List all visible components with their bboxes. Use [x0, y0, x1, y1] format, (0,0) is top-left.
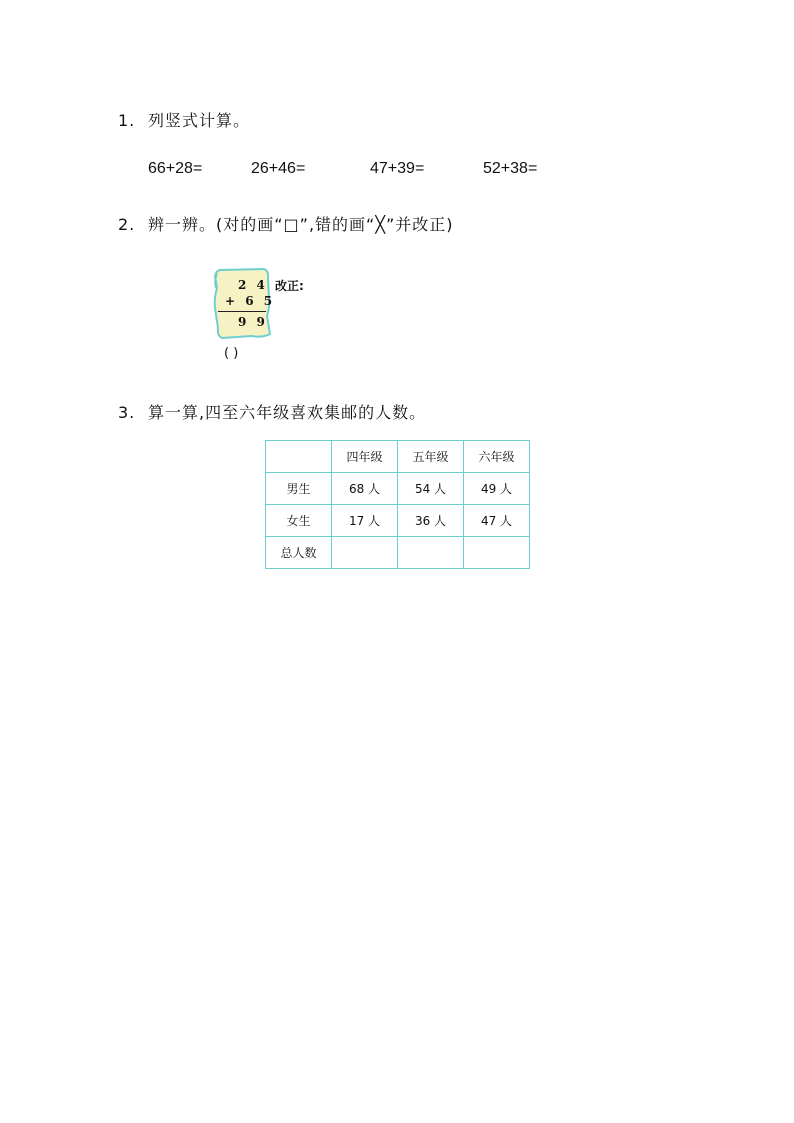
table-header-cell: 五年级: [398, 441, 464, 473]
card-addend-2: + 6 5: [225, 294, 276, 308]
table-header-cell: [266, 441, 332, 473]
table-header-cell: 四年级: [332, 441, 398, 473]
table-row: [266, 473, 530, 505]
row-label: 总人数: [266, 537, 332, 569]
expression-4: 52+38=: [483, 160, 538, 177]
question-3-number: 3.: [118, 403, 136, 422]
question-3-title: [118, 400, 426, 423]
card-sum: 9 9: [238, 315, 268, 329]
table-row: [266, 505, 530, 537]
answer-parentheses[interactable]: ( ): [224, 346, 239, 361]
table-cell: 49 人: [464, 473, 530, 505]
question-2-number: 2.: [118, 215, 136, 234]
answer-cell[interactable]: [398, 537, 464, 569]
table-cell: 54 人: [398, 473, 464, 505]
answer-cell[interactable]: [332, 537, 398, 569]
correction-label: 改正:: [275, 279, 304, 293]
table-header-cell: 六年级: [464, 441, 530, 473]
table-cell: 36 人: [398, 505, 464, 537]
question-2-text: 辨一辨。(对的画“□”,错的画“╳”并改正): [148, 215, 454, 234]
expression-3: 47+39=: [370, 160, 425, 177]
stamp-collectors-table: [265, 440, 530, 569]
table-cell: 68 人: [332, 473, 398, 505]
row-label: 男生: [266, 473, 332, 505]
table-header-row: [266, 441, 530, 473]
question-3-text: 算一算,四至六年级喜欢集邮的人数。: [148, 403, 427, 422]
answer-cell[interactable]: [464, 537, 530, 569]
question-1-title: [118, 108, 250, 131]
row-label: 女生: [266, 505, 332, 537]
table-row: [266, 537, 530, 569]
question-1-text: 列竖式计算。: [148, 111, 251, 130]
expression-2: 26+46=: [251, 160, 306, 177]
table-cell: 47 人: [464, 505, 530, 537]
question-1-number: 1.: [118, 111, 136, 130]
question-2-title: [118, 212, 453, 235]
table-cell: 17 人: [332, 505, 398, 537]
card-addend-1: 2 4: [238, 278, 268, 292]
card-sum-line: [218, 311, 266, 312]
expression-1: 66+28=: [148, 160, 203, 177]
